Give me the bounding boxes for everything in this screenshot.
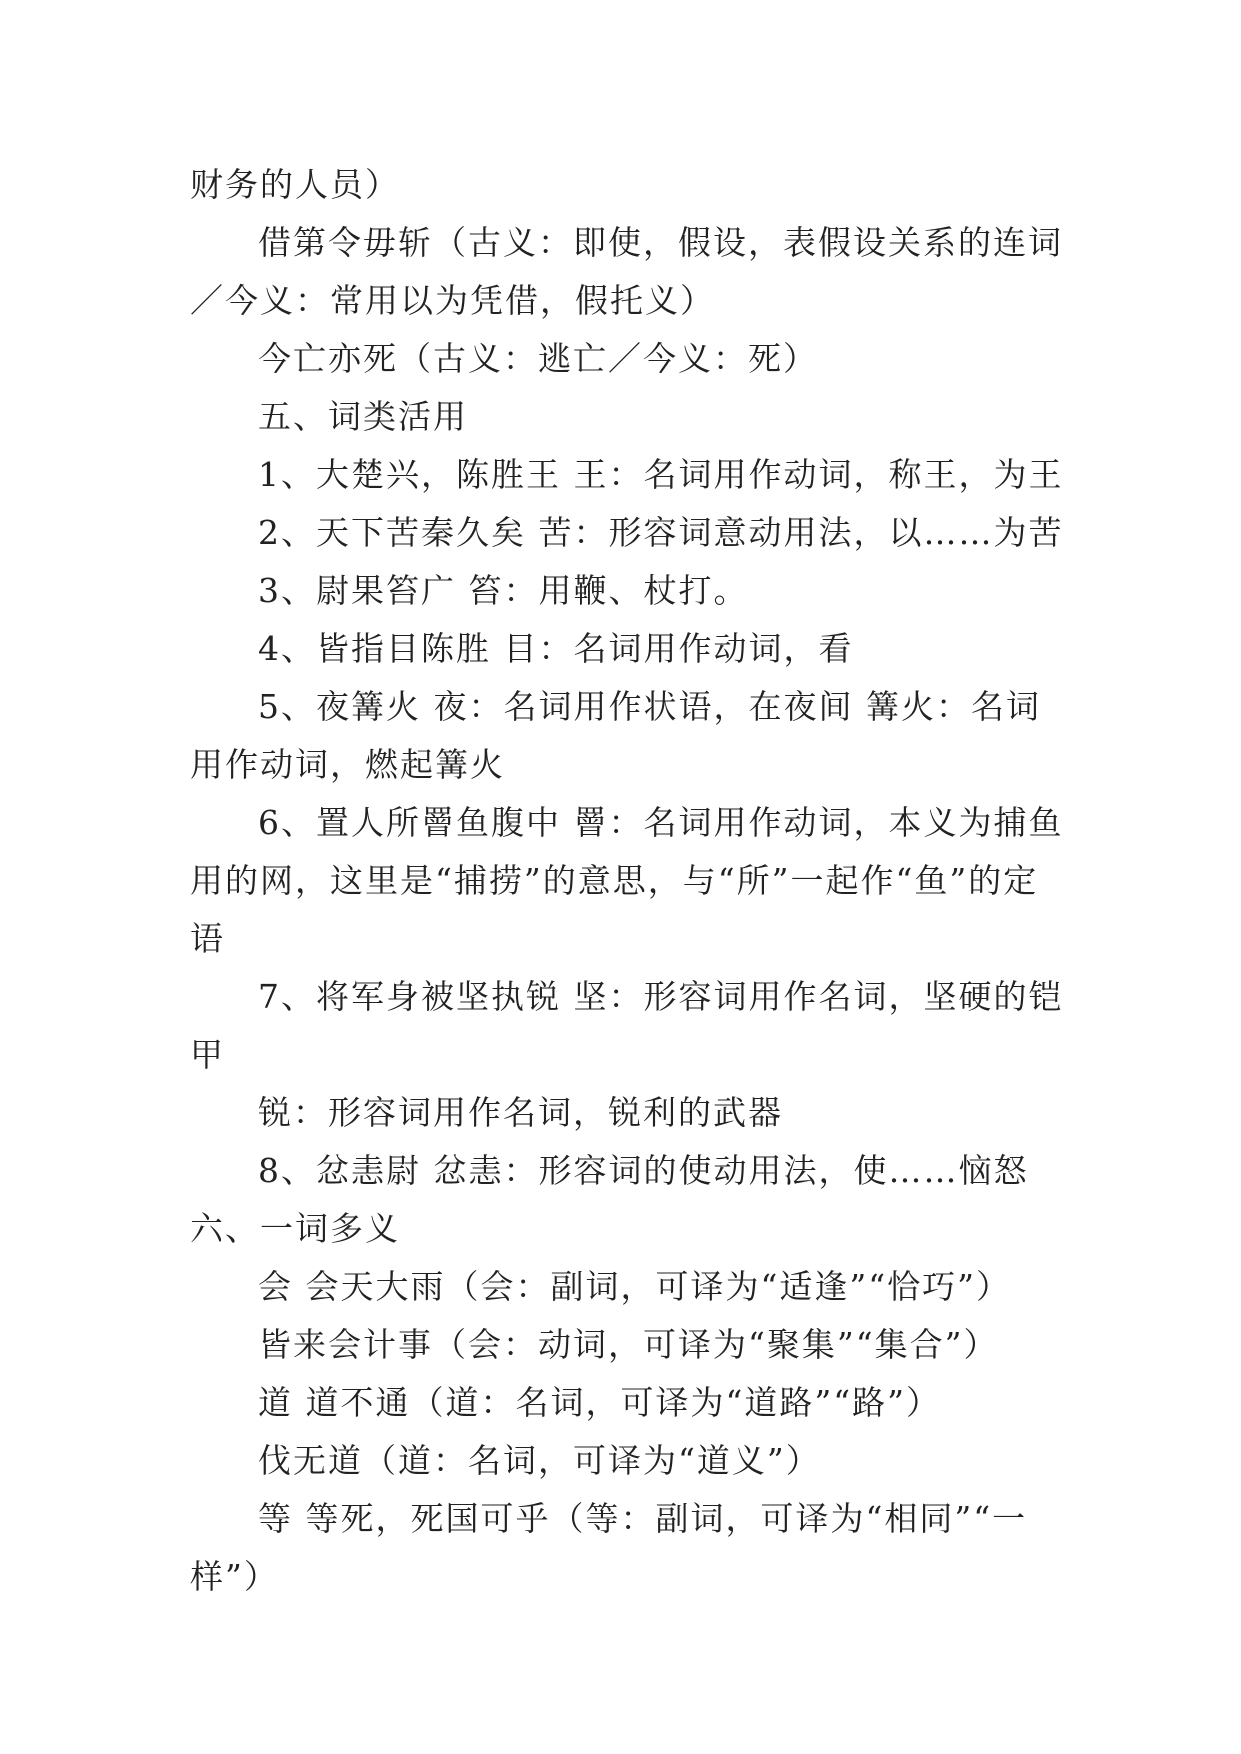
paragraph: 借第令毋斩（古义：即使，假设，表假设关系的连词／今义：常用以为凭借，假托义） bbox=[190, 223, 1063, 320]
paragraph: 8、忿恚尉 忿恚：形容词的使动用法，使……恼怒六、一词多义 bbox=[190, 1151, 1029, 1248]
paragraph: 等 等死，死国可乎（等：副词，可译为“相同”“一样”） bbox=[190, 1499, 1028, 1596]
paragraph: 财务的人员） bbox=[190, 165, 400, 204]
paragraph: 5、夜篝火 夜：名词用作状语，在夜间 篝火：名词用作动词，燃起篝火 bbox=[190, 687, 1041, 784]
paragraph: 3、尉果笞广 笞：用鞭、杖打。 bbox=[258, 571, 749, 610]
document-body bbox=[190, 156, 1070, 1606]
paragraph: 道 道不通（道：名词，可译为“道路”“路”） bbox=[258, 1383, 941, 1422]
paragraph: 皆来会计事（会：动词，可译为“聚集”“集合”） bbox=[258, 1325, 999, 1364]
paragraph: 4、皆指目陈胜 目：名词用作动词，看 bbox=[258, 629, 854, 668]
paragraph: 6、置人所罾鱼腹中 罾：名词用作动词，本义为捕鱼用的网，这里是“捕捞”的意思，与“所”一起作“鱼”的定语 bbox=[190, 803, 1064, 958]
paragraph: 会 会天大雨（会：副词，可译为“适逢”“恰巧”） bbox=[258, 1267, 1011, 1306]
paragraph: 伐无道（道：名词，可译为“道义”） bbox=[258, 1441, 821, 1480]
paragraph: 2、天下苦秦久矣 苦：形容词意动用法，以……为苦 bbox=[258, 513, 1064, 552]
paragraph: 锐：形容词用作名词，锐利的武器 bbox=[258, 1093, 783, 1132]
section-heading: 五、词类活用 bbox=[258, 397, 468, 436]
paragraph: 7、将军身被坚执锐 坚：形容词用作名词，坚硬的铠甲 bbox=[190, 977, 1064, 1074]
paragraph: 1、大楚兴，陈胜王 王：名词用作动词，称王，为王 bbox=[258, 455, 1064, 494]
paragraph: 今亡亦死（古义：逃亡／今义：死） bbox=[258, 339, 818, 378]
